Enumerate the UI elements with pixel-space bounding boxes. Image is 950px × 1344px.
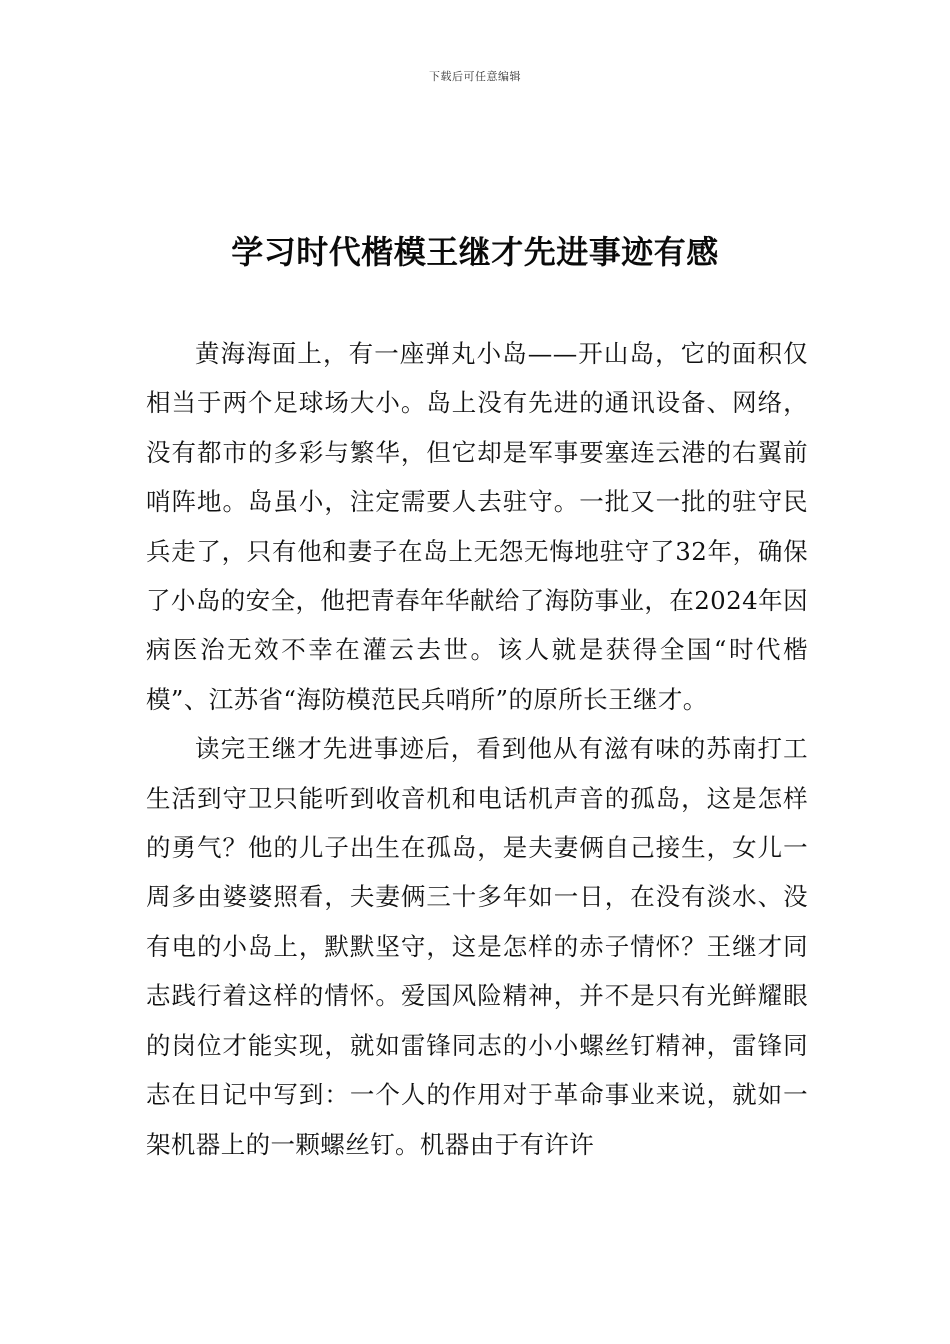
paragraph-1: 黄海海面上，有一座弹丸小岛——开山岛，它的面积仅相当于两个足球场大小。岛上没有先进的通讯设备、网络，没有都市的多彩与繁华，但它却是军事要塞连云港的右翼前哨阵地。岛虽小，注定需要人去驻守。一批又一批的驻守民兵走了，只有他和妻子在岛上无怨无悔地驻守了32年，确保了小岛的安全，他把青春年华献给了海防事业，在2024年因病医治无效不幸在灌云去世。该人就是获得全国“时代楷模”、江苏省“海防模范民兵哨所”的原所长王继才。 bbox=[146, 339, 808, 714]
document-body bbox=[146, 329, 808, 1169]
paragraph-2: 读完王继才先进事迹后，看到他从有滋有味的苏南打工生活到守卫只能听到收音机和电话机声音的孤岛，这是怎样的勇气？他的儿子出生在孤岛，是夫妻俩自己接生，女儿一周多由婆婆照看，夫妻俩三十多年如一日，在没有淡水、没有电的小岛上，默默坚守，这是怎样的赤子情怀？王继才同志践行着这样的情怀。爱国风险精神，并不是只有光鲜耀眼的岗位才能实现，就如雷锋同志的小小螺丝钉精神，雷锋同志在日记中写到：一个人的作用对于革命事业来说，就如一架机器上的一颗螺丝钉。机器由于有许许 bbox=[146, 734, 808, 1159]
document-title: 学习时代楷模王继才先进事迹有感 bbox=[231, 233, 719, 271]
header-note: 下载后可任意编辑 bbox=[429, 70, 521, 83]
